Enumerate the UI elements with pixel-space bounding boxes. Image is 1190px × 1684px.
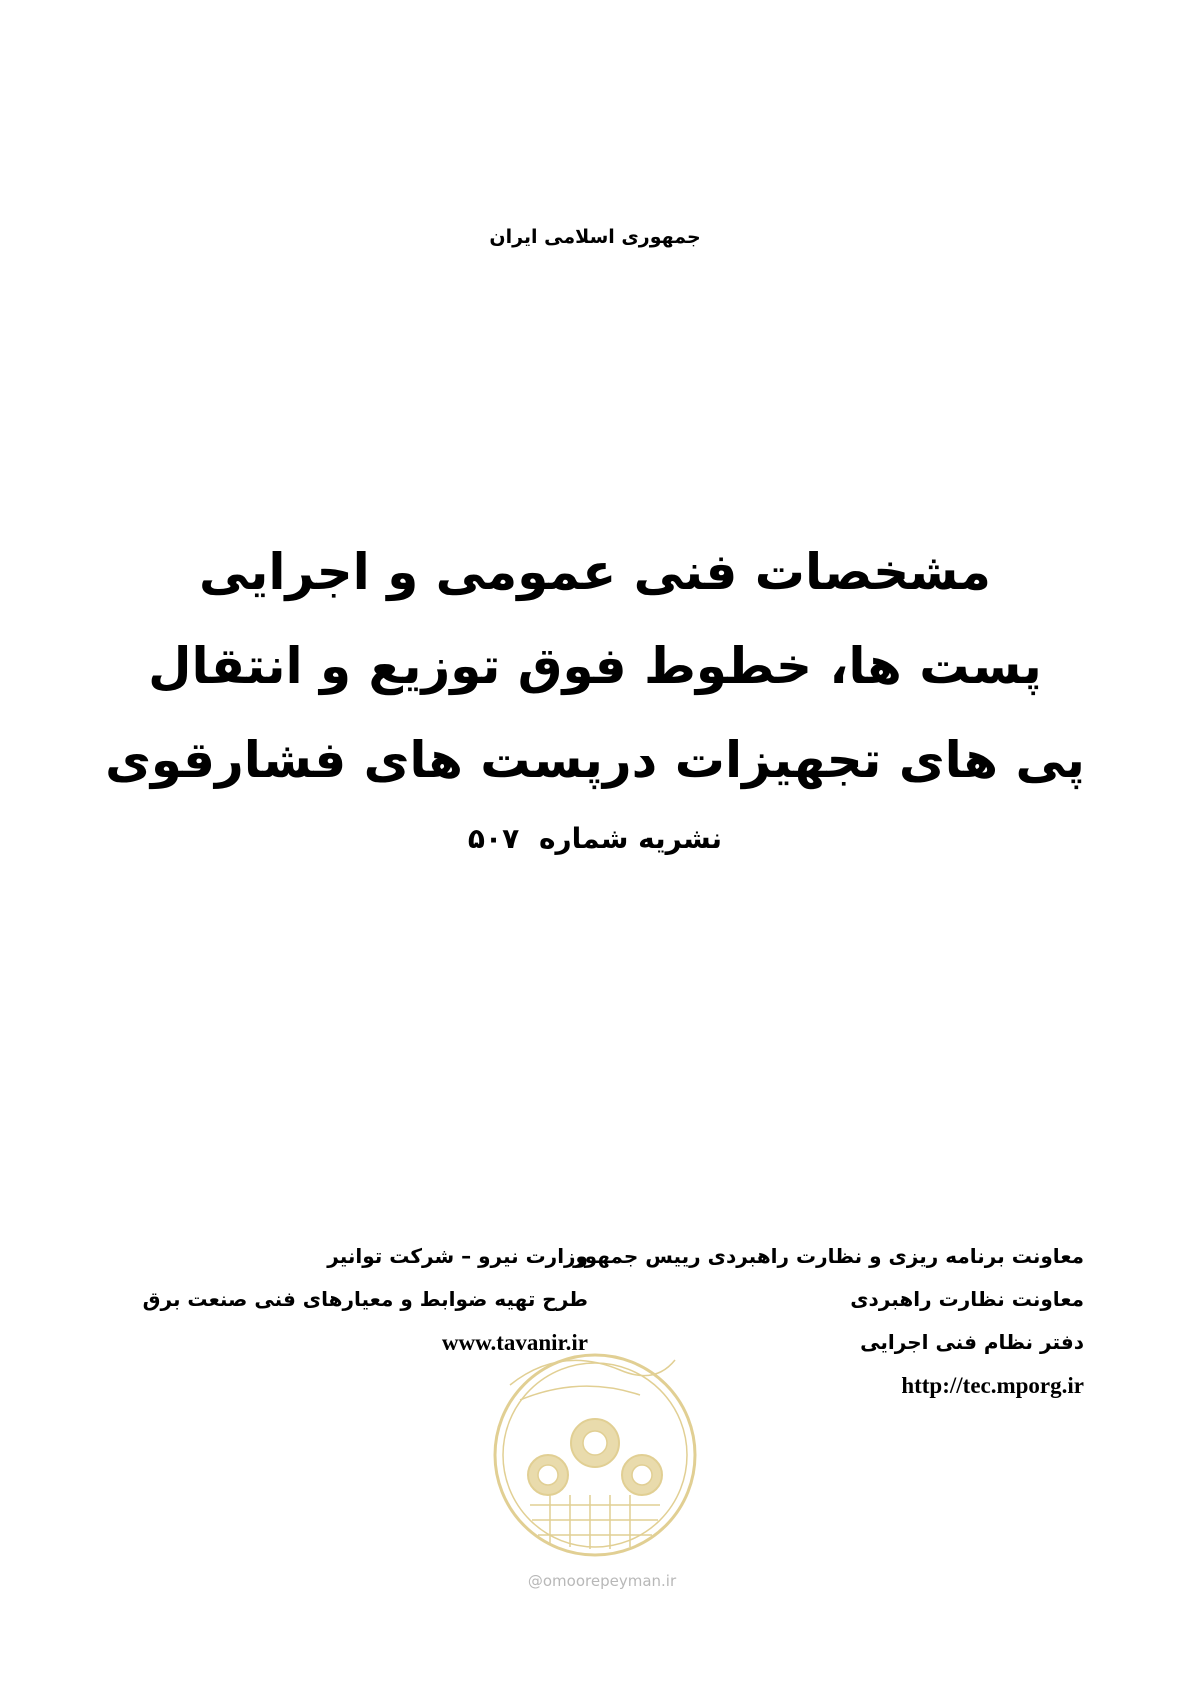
watermark-caption [502,1572,702,1590]
title-line-1: مشخصات فنی عمومی و اجرایی [199,543,991,601]
issuer-ministry-line-1: وزارت نیرو – شرکت توانیر [327,1244,588,1268]
country-name: جمهوری اسلامی ایران [489,226,701,248]
issuer-ministry-line-2: طرح تهیه ضوابط و معیارهای فنی صنعت برق [142,1287,588,1311]
publication-number-value: ۵۰۷ [467,822,520,855]
publication-label: نشریه شماره [538,822,723,855]
publication-number [0,822,1190,855]
document-title [60,525,1130,807]
at-icon: @ [527,1572,543,1590]
issuer-ministry-url[interactable]: www.tavanir.ir [441,1330,588,1355]
issuer-government-line-1: معاونت برنامه ریزی و نظارت راهبردی رییس جمهور [573,1244,1084,1268]
issuer-government-line-2: معاونت نظارت راهبردی [850,1287,1084,1311]
title-line-2: پست ها، خطوط فوق توزیع و انتقال [148,637,1042,695]
seal-logo-icon [490,1315,700,1605]
watermark-caption-text: omoorepeyman.ir [542,1572,677,1590]
issuer-government-line-3: دفتر نظام فنی اجرایی [860,1330,1084,1354]
issuer-government-url[interactable]: http://tec.mporg.ir [901,1373,1084,1398]
title-line-3: پی های تجهیزات درپست های فشارقوی [105,731,1085,789]
